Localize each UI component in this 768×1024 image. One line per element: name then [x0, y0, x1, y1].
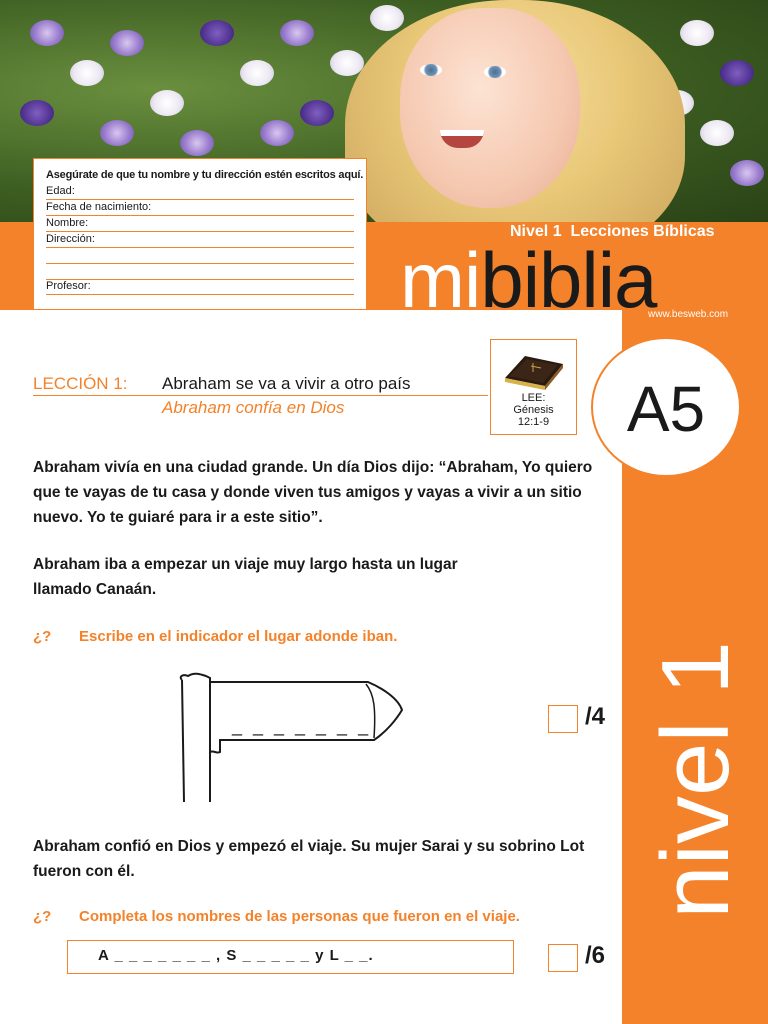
child-eye [420, 64, 442, 76]
child-face [400, 8, 580, 208]
reading-reference-box [490, 339, 577, 435]
lesson-title: Abraham se va a vivir a otro país [162, 374, 411, 393]
lesson-subtitle: Abraham confía en Dios [162, 398, 345, 417]
child-eye [484, 66, 506, 78]
address-field[interactable]: Dirección: [46, 232, 354, 248]
question-1-text: Escribe en el indicador el lugar adonde iban. [79, 628, 398, 645]
brand-logo [400, 236, 657, 324]
reading-reference [491, 392, 576, 428]
teacher-field[interactable]: Profesor: [46, 279, 354, 295]
paragraph-3: Abraham confió en Dios y empezó el viaje. Su mujer Sarai y su sobrino Lot fueron con él. [33, 838, 585, 880]
lesson-code-badge [591, 337, 741, 477]
lesson-code: A5 [626, 373, 706, 445]
lesson-label: LECCIÓN 1: [33, 374, 128, 393]
paragraph-1: Abraham vivía en una ciudad grande. Un día Dios dijo: “Abraham, Yo quiero que te vayas de tu casa y donde viven tus amigos y vayas a vivir a un sitio nuevo. Yo te guiaré para ir a este sitio”. [33, 459, 593, 526]
signpost-icon [170, 668, 410, 808]
question-2-mark: ¿? [33, 908, 52, 925]
reading-verses: 12:1-9 [517, 416, 550, 428]
side-level-label [626, 580, 766, 980]
side-level-text: nivel 1 [642, 641, 749, 919]
question-1-mark: ¿? [33, 628, 52, 645]
score-max-1: /4 [585, 703, 606, 730]
score-box-1[interactable] [548, 705, 578, 733]
score-box-2[interactable] [548, 944, 578, 972]
website-link[interactable]: www.besweb.com [648, 309, 729, 320]
name-field[interactable]: Nombre: [46, 216, 354, 232]
names-answer-template: A _ _ _ _ _ _ _ , S _ _ _ _ _ y L _ _. [98, 947, 374, 964]
series-title: Nivel 1 Lecciones Bíblicas [510, 223, 715, 240]
student-info-form [33, 158, 367, 310]
bible-icon [501, 348, 567, 392]
paragraph-2: Abraham iba a empezar un viaje muy largo hasta un lugar llamado Canaán. [33, 556, 458, 598]
brand-logo-biblia: biblia [480, 236, 657, 324]
reading-book: Génesis [513, 404, 554, 416]
address-field-line-3[interactable] [46, 264, 354, 280]
birthdate-field[interactable]: Fecha de nacimiento: [46, 200, 354, 216]
brand-logo-mi: mi [400, 236, 481, 324]
question-2 [33, 908, 520, 925]
question-1 [33, 628, 397, 645]
age-field[interactable]: Edad: [46, 184, 354, 200]
form-title: Asegúrate de que tu nombre y tu dirección estén escritos aquí. [46, 169, 364, 181]
score-max-2: /6 [585, 942, 606, 969]
names-answer-box[interactable] [67, 940, 514, 974]
lesson-divider [33, 395, 488, 396]
signpost-answer-blank[interactable]: _ _ _ _ _ _ _ [232, 716, 372, 736]
question-2-text: Completa los nombres de las personas que fueron en el viaje. [79, 908, 520, 925]
address-field-line-2[interactable] [46, 248, 354, 264]
reading-label: LEE: [521, 392, 546, 404]
